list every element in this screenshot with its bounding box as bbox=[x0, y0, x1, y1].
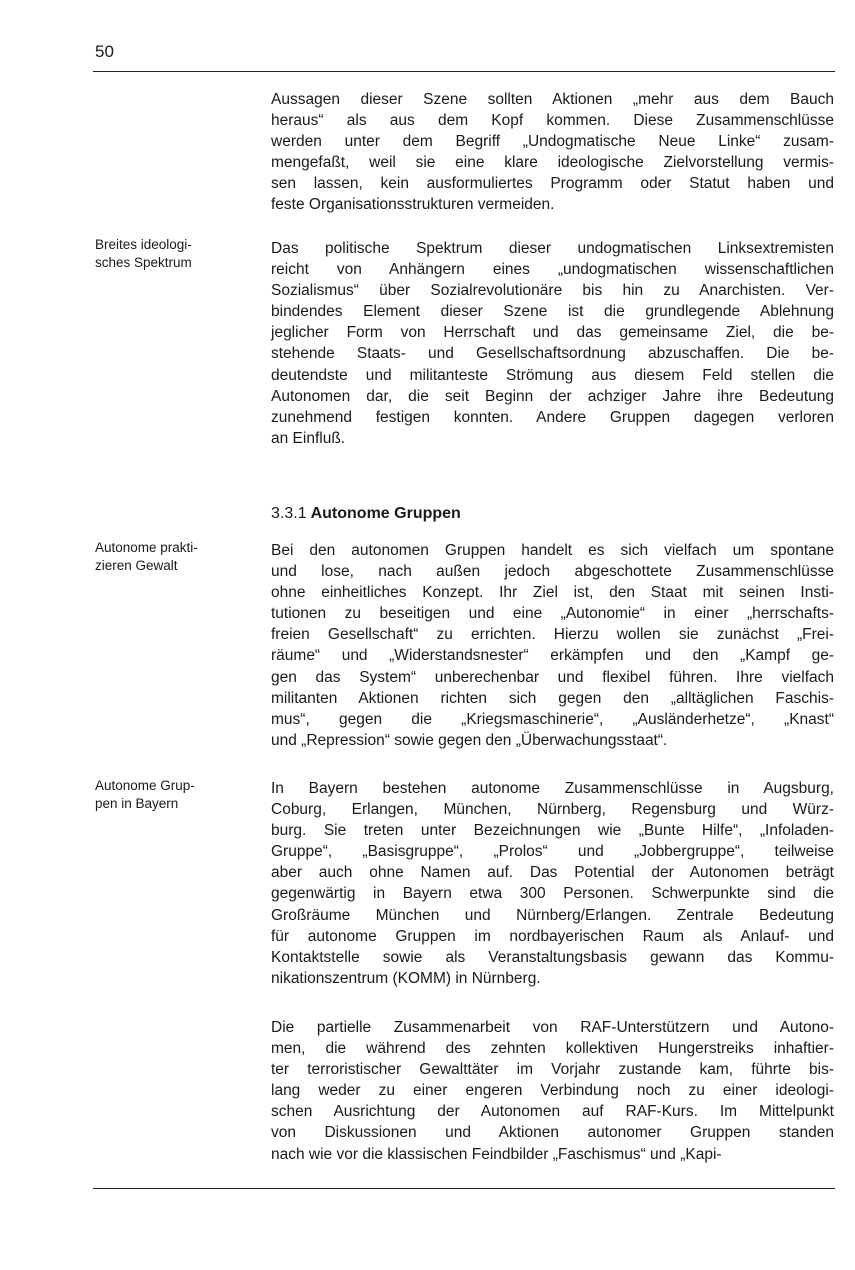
text-line: nach wie vor die klassischen Feindbilder „Faschismus“ und „Kapi- bbox=[271, 1145, 722, 1163]
text-line: sen lassen, kein ausformuliertes Programm oder Statut haben und bbox=[271, 175, 834, 193]
text-line: ohne einheitliches Konzept. Ihr Ziel ist, den Staat mit seinen Insti- bbox=[271, 584, 834, 602]
text-line: bindendes Element dieser Szene ist die grundlegende Ablehnung bbox=[271, 303, 834, 321]
text-line: feste Organisationsstrukturen vermeiden. bbox=[271, 196, 555, 214]
text-line: men, die während des zehnten kollektiven Hungerstreiks inhaftier- bbox=[271, 1040, 834, 1058]
text-line: reicht von Anhängern eines „undogmatischen wissenschaftlichen bbox=[271, 261, 834, 279]
margin-note-bayern bbox=[95, 777, 245, 813]
margin-note-gewalt bbox=[95, 539, 245, 575]
section-number: 3.3.1 bbox=[271, 505, 307, 522]
text-line: mus“, gegen die „Kriegsmaschinerie“, „Ausländerhetze“, „Knast“ bbox=[271, 710, 834, 728]
text-line: gegenwärtig in Bayern etwa 300 Personen. Schwerpunkte sind die bbox=[271, 885, 834, 903]
text-line: deutendste und militanteste Strömung aus diesem Feld stellen die bbox=[271, 366, 834, 384]
margin-note-line: Autonome prakti- bbox=[95, 540, 198, 555]
paragraph-1 bbox=[271, 89, 834, 216]
text-line: werden unter dem Begriff „Undogmatische Neue Linke“ zusam- bbox=[271, 133, 834, 151]
footer-rule bbox=[93, 1188, 835, 1189]
text-line: burg. Sie treten unter Bezeichnungen wie „Bunte Hilfe“, „Infoladen- bbox=[271, 822, 834, 840]
text-line: nikationszentrum (KOMM) in Nürnberg. bbox=[271, 969, 541, 987]
text-line: aber auch ohne Namen auf. Das Potential der Autonomen beträgt bbox=[271, 864, 834, 882]
text-line: In Bayern bestehen autonome Zusammenschlüsse in Augsburg, bbox=[271, 780, 834, 797]
paragraph-2 bbox=[271, 238, 834, 449]
text-line: Das politische Spektrum dieser undogmatischen Linksextremisten bbox=[271, 240, 834, 257]
text-line: militanten Aktionen richten sich gegen den „alltäglichen Faschis- bbox=[271, 689, 834, 707]
margin-note-spektrum bbox=[95, 236, 245, 272]
text-line: Autonomen dar, die seit Beginn der achziger Jahre ihre Bedeutung bbox=[271, 387, 834, 405]
text-line: Sozialismus“ über Sozialrevolutionäre bis hin zu Anarchisten. Ver- bbox=[271, 282, 834, 300]
text-line: schen Ausrichtung der Autonomen auf RAF-Kurs. Im Mittelpunkt bbox=[271, 1103, 834, 1121]
text-line: von Diskussionen und Aktionen autonomer Gruppen standen bbox=[271, 1124, 834, 1142]
page-number: 50 bbox=[95, 42, 114, 61]
text-line: und „Repression“ sowie gegen den „Überwachungsstaat“. bbox=[271, 731, 668, 749]
text-line: heraus“ als aus dem Kopf kommen. Diese Zusammenschlüsse bbox=[271, 112, 834, 130]
text-line: gen das System“ unberechenbar und flexibel führen. Ihre vielfach bbox=[271, 668, 834, 686]
margin-note-line: sches Spektrum bbox=[95, 255, 192, 270]
text-line: jeglicher Form von Herrschaft und das gemeinsame Ziel, die be- bbox=[271, 324, 834, 342]
header-rule bbox=[93, 71, 835, 72]
text-line: Großräume München und Nürnberg/Erlangen. Zentrale Bedeutung bbox=[271, 906, 834, 924]
text-line: räume“ und „Widerstandsnester“ erkämpfen und den „Kampf ge- bbox=[271, 647, 834, 665]
margin-note-line: zieren Gewalt bbox=[95, 558, 178, 573]
text-line: Die partielle Zusammenarbeit von RAF-Unterstützern und Autono- bbox=[271, 1019, 834, 1036]
text-line: Coburg, Erlangen, München, Nürnberg, Regensburg und Würz- bbox=[271, 801, 834, 819]
text-line: ter terroristischer Gewalttäter im Vorjahr zustande kam, führte bis- bbox=[271, 1061, 834, 1079]
text-line: für autonome Gruppen im nordbayerischen Raum als Anlauf- und bbox=[271, 927, 834, 945]
text-line: Aussagen dieser Szene sollten Aktionen „mehr aus dem Bauch bbox=[271, 91, 834, 108]
text-line: zunehmend festigen konnten. Andere Gruppen dagegen verloren bbox=[271, 408, 834, 426]
text-line: lang weder zu einer engeren Verbindung noch zu einer ideologi- bbox=[271, 1082, 834, 1100]
text-line: freien Gesellschaft“ zu errichten. Hierzu wollen sie zunächst „Frei- bbox=[271, 626, 834, 644]
text-line: mengefaßt, weil sie eine klare ideologische Zielvorstellung vermis- bbox=[271, 154, 834, 172]
margin-note-line: Autonome Grup- bbox=[95, 778, 195, 793]
section-heading bbox=[271, 503, 461, 525]
text-line: tutionen zu beseitigen und eine „Autonomie“ in einer „herrschafts- bbox=[271, 605, 834, 623]
text-line: stehende Staats- und Gesellschaftsordnung abzuschaffen. Die be- bbox=[271, 345, 834, 363]
text-line: Kontaktstelle sowie als Veranstaltungsbasis gewann das Kommu- bbox=[271, 948, 834, 966]
paragraph-5 bbox=[271, 1017, 834, 1165]
section-title: Autonome Gruppen bbox=[310, 505, 461, 522]
margin-note-line: Breites ideologi- bbox=[95, 237, 192, 252]
margin-note-line: pen in Bayern bbox=[95, 796, 179, 811]
text-line: Gruppe“, „Basisgruppe“, „Prolos“ und „Jobbergruppe“, teilweise bbox=[271, 843, 834, 861]
text-line: an Einfluß. bbox=[271, 429, 346, 447]
text-line: und lose, nach außen jedoch abgeschottete Zusammenschlüsse bbox=[271, 563, 834, 581]
paragraph-4 bbox=[271, 778, 834, 989]
text-line: Bei den autonomen Gruppen handelt es sich vielfach um spontane bbox=[271, 542, 834, 559]
paragraph-3 bbox=[271, 540, 834, 751]
